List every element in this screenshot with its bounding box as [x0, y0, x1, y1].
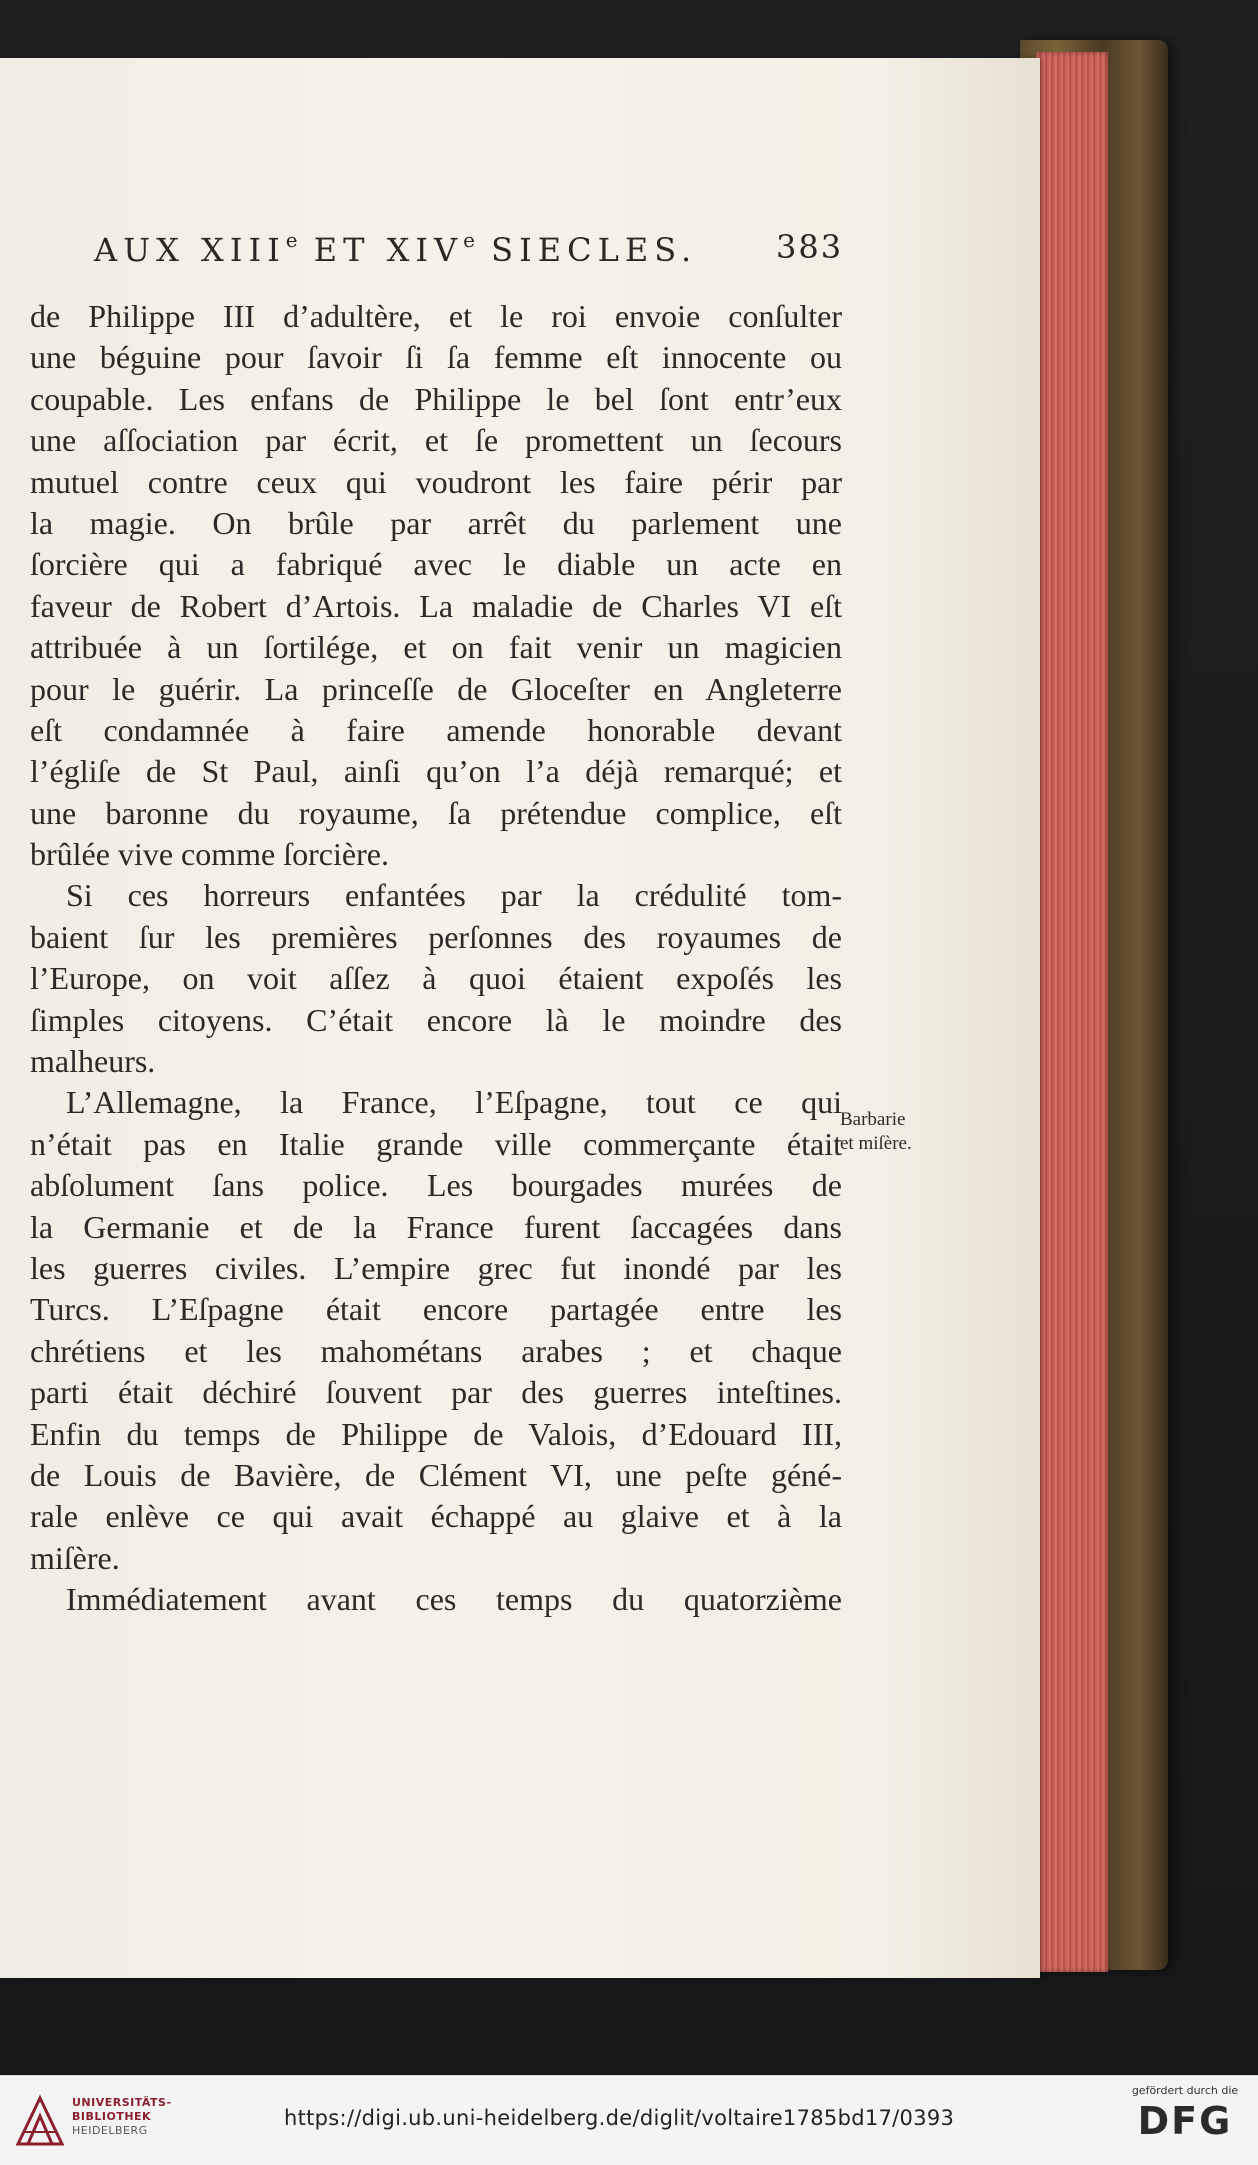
text-line: de Philippe III d’adultère, et le roi envoie conſulter — [30, 298, 842, 334]
dfg-logo: DFG — [1137, 2099, 1233, 2143]
text-line: miſère. — [30, 1539, 120, 1576]
marginal-note — [840, 1108, 960, 1156]
superscript: e — [463, 228, 475, 252]
page-header — [0, 228, 1040, 278]
running-head-part: SIECLES. — [475, 231, 698, 269]
text-line: une baronne du royaume, ſa prétendue complice, eſt — [30, 794, 842, 831]
text-line: Turcs. L’Eſpagne était encore partagée entre les — [30, 1291, 842, 1328]
text-line: Enfin du temps de Philippe de Valois, d’Edouard III, — [30, 1415, 842, 1452]
red-page-edges — [1036, 52, 1108, 1972]
superscript: e — [285, 228, 298, 252]
text-line: la magie. On brûle par arrêt du parlement une — [30, 504, 842, 541]
text-line: pour le guérir. La princeſſe de Gloceſter en Angleterre — [30, 670, 842, 707]
page-number: 383 — [776, 228, 844, 266]
library-name — [72, 2096, 172, 2138]
university-library-logo-icon — [14, 2094, 66, 2148]
permalink-url[interactable]: https://digi.ub.uni-heidelberg.de/diglit/voltaire1785bd17/0393 — [284, 2106, 955, 2130]
body-text — [30, 296, 842, 1621]
text-line: coupable. Les enfans de Philippe le bel ſont entr’eux — [30, 380, 842, 417]
text-line: faveur de Robert d’Artois. La maladie de Charles VI eſt — [30, 587, 842, 624]
text-line: chrétiens et les mahométans arabes ; et chaque — [30, 1332, 842, 1369]
text-line: ſimples citoyens. C’était encore là le moindre des — [30, 1001, 842, 1038]
text-line: mutuel contre ceux qui voudront les faire périr par — [30, 463, 842, 500]
sponsor-label: gefördert durch die — [1131, 2084, 1239, 2097]
text-line: l’égliſe de St Paul, ainſi qu’on l’a déjà remarqué; et — [30, 753, 842, 790]
library-name-line: HEIDELBERG — [72, 2124, 148, 2137]
text-line: malheurs. — [30, 1043, 156, 1080]
text-line: attribuée à un ſortilége, et on fait venir un magicien — [30, 629, 842, 666]
running-head-part: ET XIV — [297, 231, 464, 269]
marginal-note-line: Barbarie — [840, 1109, 906, 1130]
viewer-footer — [0, 2075, 1258, 2165]
text-line: rale enlève ce qui avait échappé au glaive et à la — [30, 1498, 842, 1535]
text-line: eſt condamnée à faire amende honorable devant — [30, 711, 842, 748]
library-name-line: UNIVERSITÄTS- — [72, 2096, 172, 2109]
text-line: l’Europe, on voit aſſez à quoi étaient expoſés les — [30, 960, 842, 997]
text-line: L’Allemagne, la France, l’Eſpagne, tout ce qui — [66, 1084, 842, 1121]
marginal-note-line: et miſère. — [840, 1133, 912, 1154]
running-head-part: AUX XIII — [94, 231, 286, 269]
text-line: Immédiatement avant ces temps du quatorzième — [66, 1581, 842, 1618]
library-name-line: BIBLIOTHEK — [72, 2110, 152, 2123]
text-line: n’était pas en Italie grande ville commerçante était — [30, 1125, 842, 1162]
text-line: Si ces horreurs enfantées par la crédulité tom- — [66, 877, 842, 914]
text-line: parti était déchiré ſouvent par des guerres inteſtines. — [30, 1374, 842, 1411]
text-line: de Louis de Bavière, de Clément VI, une peſte géné- — [30, 1456, 842, 1493]
text-line: une béguine pour ſavoir ſi ſa femme eſt innocente ou — [30, 339, 842, 376]
running-head — [94, 228, 697, 269]
sponsor-block — [1120, 2084, 1250, 2143]
text-line: la Germanie et de la France furent ſaccagées dans — [30, 1208, 842, 1245]
text-line: brûlée vive comme ſorcière. — [30, 836, 389, 873]
text-line: ſorcière qui a fabriqué avec le diable un acte en — [30, 546, 842, 583]
text-line: les guerres civiles. L’empire grec fut inondé par les — [30, 1249, 842, 1286]
text-line: abſolument ſans police. Les bourgades murées de — [30, 1167, 842, 1204]
text-line: une aſſociation par écrit, et ſe promettent un ſecours — [30, 422, 842, 459]
text-line: baient ſur les premières perſonnes des royaumes de — [30, 918, 842, 955]
